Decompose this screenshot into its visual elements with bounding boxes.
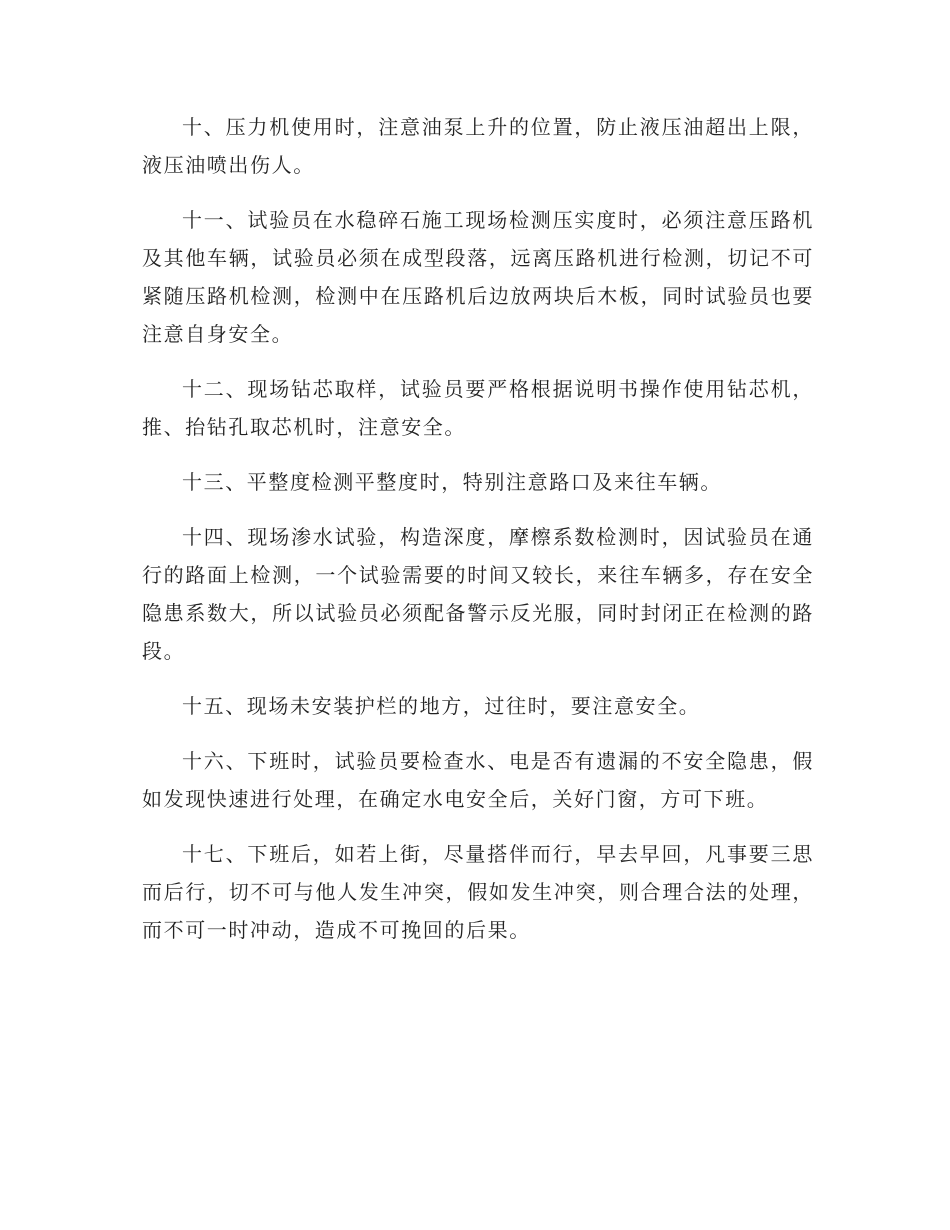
paragraph-13: 十三、平整度检测平整度时，特别注意路口及来往车辆。 (182, 470, 722, 494)
paragraph-17: 十七、下班后，如若上街，尽量搭伴而行，早去早回，凡事要三思而后行，切不可与他人发生冲突，假如发生冲突，则合理合法的处理，而不可一时冲动，造成不可挽回的后果。 (142, 842, 814, 942)
document-body (142, 108, 814, 966)
paragraph-14: 十四、现场渗水试验，构造深度，摩檫系数检测时，因试验员在通行的路面上检测，一个试验需要的时间又较长，来往车辆多，存在安全隐患系数大，所以试验员必须配备警示反光服，同时封闭正在检测的路段。 (142, 525, 814, 663)
paragraph-12: 十二、现场钻芯取样，试验员要严格根据说明书操作使用钻芯机，推、抬钻孔取芯机时，注意安全。 (142, 377, 814, 439)
paragraph-11: 十一、试验员在水稳碎石施工现场检测压实度时，必须注意压路机及其他车辆，试验员必须在成型段落，远离压路机进行检测，切记不可紧随压路机检测，检测中在压路机后边放两块后木板，同时试验员也要注意自身安全。 (142, 208, 814, 346)
paragraph-16: 十六、下班时，试验员要检查水、电是否有遗漏的不安全隐患，假如发现快速进行处理，在确定水电安全后，关好门窗，方可下班。 (142, 749, 814, 811)
paragraph-10: 十、压力机使用时，注意油泵上升的位置，防止液压油超出上限，液压油喷出伤人。 (142, 115, 814, 177)
paragraph-15: 十五、现场未安装护栏的地方，过往时，要注意安全。 (182, 694, 701, 718)
